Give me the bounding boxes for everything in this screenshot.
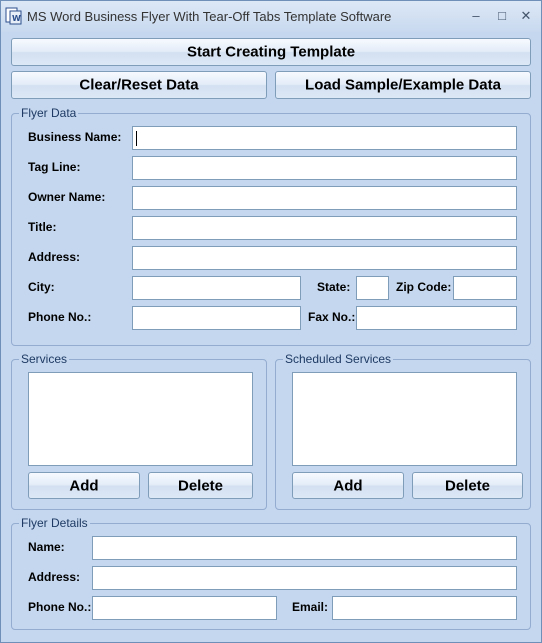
details-name-label: Name:: [28, 540, 65, 554]
details-email-input[interactable]: [332, 596, 517, 620]
start-creating-template-label: Start Creating Template: [186, 43, 356, 61]
city-label: City:: [28, 280, 55, 294]
tag-line-input[interactable]: [132, 156, 517, 180]
flyer-data-legend: Flyer Data: [21, 106, 77, 120]
start-creating-template-button[interactable]: [11, 38, 531, 66]
details-name-input[interactable]: [92, 536, 517, 560]
services-add-button[interactable]: [28, 472, 140, 499]
details-phone-label: Phone No.:: [28, 600, 92, 614]
clear-reset-data-label: Clear/Reset Data: [79, 76, 199, 94]
address-label: Address:: [28, 250, 81, 264]
services-group: [11, 352, 267, 510]
details-address-input[interactable]: [92, 566, 517, 590]
close-button[interactable]: ✕: [520, 8, 532, 23]
services-legend: Services: [21, 352, 68, 366]
minimize-button[interactable]: –: [472, 8, 480, 23]
phone-input[interactable]: [132, 306, 301, 330]
services-delete-label: Delete: [177, 477, 224, 494]
owner-name-input[interactable]: [132, 186, 517, 210]
maximize-button[interactable]: □: [498, 8, 506, 23]
business-name-input[interactable]: [132, 126, 517, 150]
fax-label: Fax No.:: [308, 310, 356, 324]
text-caret: [136, 131, 137, 146]
services-add-label: Add: [69, 477, 99, 494]
services-listbox[interactable]: [28, 372, 253, 466]
zip-code-input[interactable]: [453, 276, 517, 300]
services-delete-button[interactable]: [148, 472, 253, 499]
title-label: Title:: [28, 220, 57, 234]
scheduled-services-listbox[interactable]: [292, 372, 517, 466]
scheduled-add-label: Add: [333, 477, 363, 494]
state-input[interactable]: [356, 276, 389, 300]
app-icon: [5, 7, 23, 25]
flyer-data-group: [11, 106, 531, 346]
scheduled-delete-button[interactable]: [412, 472, 523, 499]
load-sample-data-button[interactable]: [275, 71, 531, 99]
window-title: MS Word Business Flyer With Tear-Off Tabs Template Software: [27, 9, 392, 24]
flyer-details-group: [11, 516, 531, 630]
details-address-label: Address:: [28, 570, 81, 584]
phone-label: Phone No.:: [28, 310, 92, 324]
scheduled-services-group: [275, 352, 531, 510]
svg-text:W: W: [12, 14, 21, 23]
details-email-label: Email:: [292, 600, 329, 614]
tag-line-label: Tag Line:: [28, 160, 81, 174]
title-input[interactable]: [132, 216, 517, 240]
scheduled-add-button[interactable]: [292, 472, 404, 499]
city-input[interactable]: [132, 276, 301, 300]
business-name-label: Business Name:: [28, 130, 122, 144]
title-bar: [1, 1, 541, 32]
address-input[interactable]: [132, 246, 517, 270]
flyer-details-legend: Flyer Details: [21, 516, 88, 530]
clear-reset-data-button[interactable]: [11, 71, 267, 99]
details-phone-input[interactable]: [92, 596, 277, 620]
state-label: State:: [317, 280, 351, 294]
owner-name-label: Owner Name:: [28, 190, 106, 204]
fax-input[interactable]: [356, 306, 517, 330]
load-sample-data-label: Load Sample/Example Data: [305, 76, 501, 94]
scheduled-delete-label: Delete: [444, 477, 491, 494]
scheduled-services-legend: Scheduled Services: [285, 352, 392, 366]
zip-code-label: Zip Code:: [396, 280, 452, 294]
